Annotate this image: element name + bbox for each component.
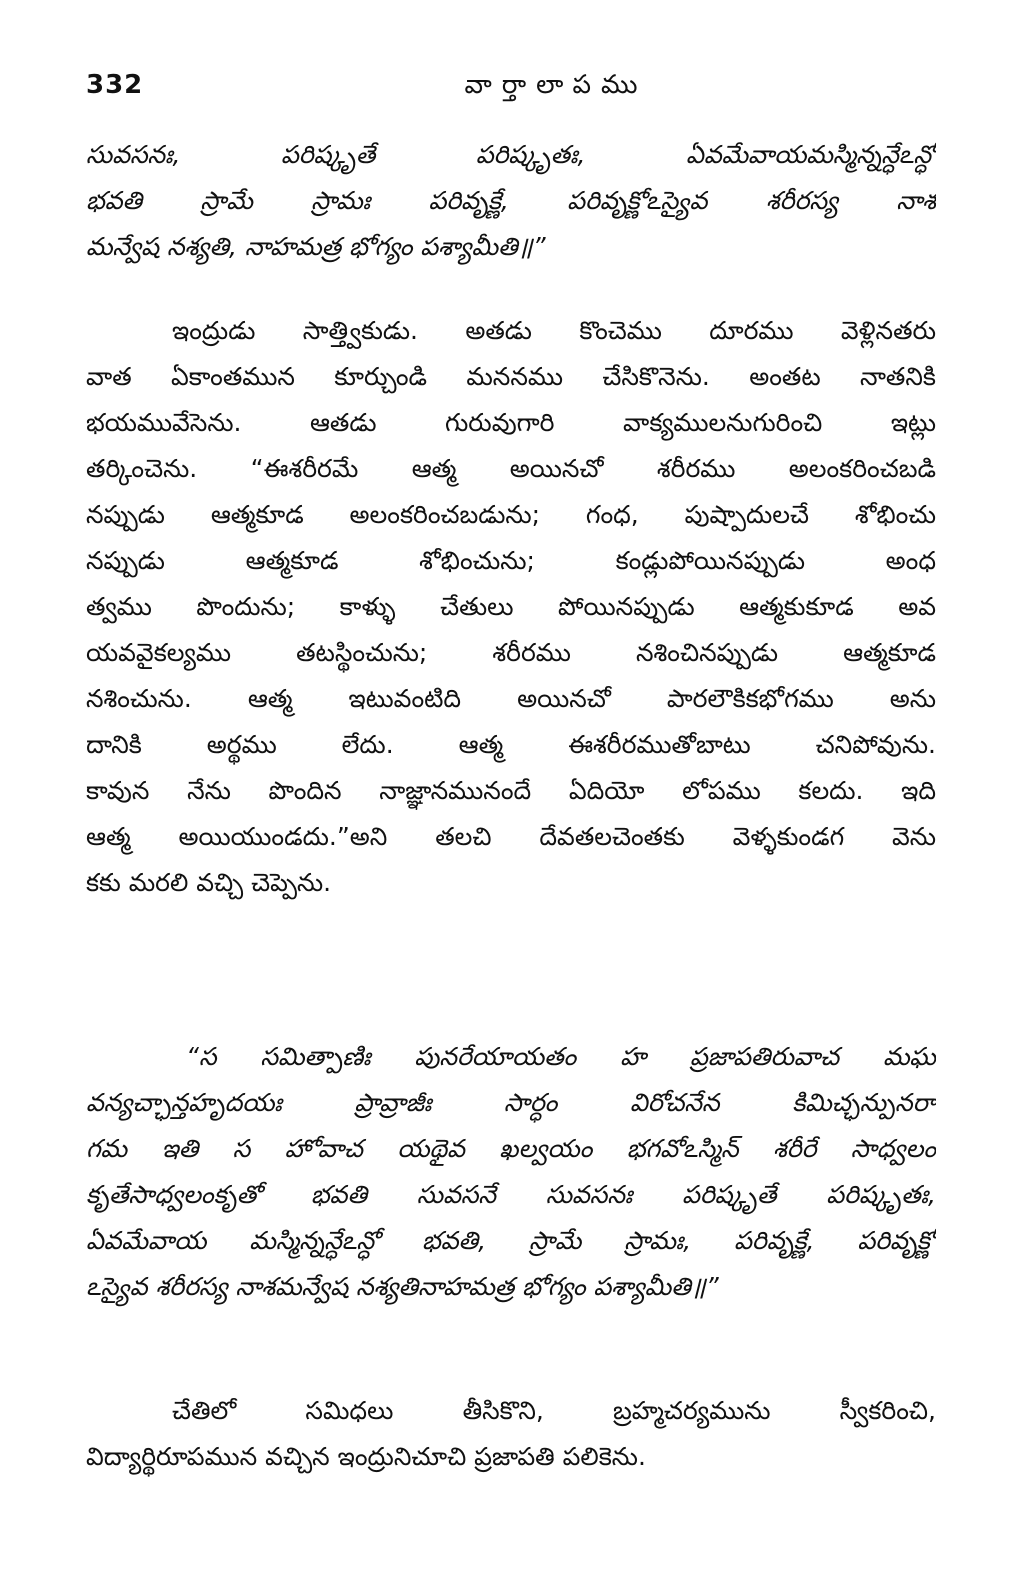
text-line: నప్పుడు ఆత్మకూడ అలంకరించబడును; గంధ, పుష్పాదులచే శోభించు xyxy=(86,500,936,529)
text-line: ఏవమేవాయ మస్మిన్నన్ధేఽన్ధో భవతి, స్రామే స్రామః, పరివృక్ణే, పరివృక్ణో xyxy=(86,1226,936,1255)
text-line: గమ ఇతి స హోవాచ యథైవ ఖల్వయం భగవోఽస్మిన్ శరీరే సాధ్వలం xyxy=(86,1134,936,1163)
text-line: సువసనః, పరిష్కృతే పరిష్కృతః, ఏవమేవాయమస్మిన్నన్ధేఽన్ధో xyxy=(86,140,936,169)
text-line: యవవైకల్యము తటస్థించును; శరీరము నశించినప్పుడు ఆత్మకూడ xyxy=(86,638,936,667)
running-title: వార్తాలాపము xyxy=(464,70,648,100)
text-line: త్వము పొందును; కాళ్ళు చేతులు పోయినప్పుడు ఆత్మకుకూడ అవ xyxy=(86,592,936,621)
text-line: నప్పుడు ఆత్మకూడ శోభించును; కండ్లుపోయినప్పుడు అంధ xyxy=(86,546,936,575)
sanskrit-quote xyxy=(86,1034,936,1310)
text-line: కావున నేను పొందిన నాజ్ఞానమునందే ఏదియో లోపము కలదు. ఇది xyxy=(86,776,936,805)
text-line: ఆత్మ అయియుండదు.”అని తలచి దేవతలచెంతకు వెళ్ళకుండగ వెను xyxy=(86,822,936,851)
text-line: భవతి స్రామే స్రామః పరివృక్ణే, పరివృక్ణోఽస్యైవ శరీరస్య నాశ xyxy=(86,186,936,215)
text-line: ఽస్యైవ శరీరస్య నాశమన్వేష నశ్యతినాహమత్ర భోగ్యం పశ్యామీతి॥” xyxy=(86,1272,719,1301)
text-line: నశించును. ఆత్మ ఇటువంటిది అయినచో పారలౌకికభోగము అను xyxy=(86,684,936,713)
sanskrit-quote-continuation xyxy=(86,132,936,270)
text-line: కృతేసాధ్వలంకృతో భవతి సువసనే సువసనః పరిష్కృతే పరిష్కృతః, xyxy=(86,1180,936,1209)
text-line: కకు మరలి వచ్చి చెప్పెను. xyxy=(86,868,332,897)
text-line: మన్వేష నశ్యతి, నాహమత్ర భోగ్యం పశ్యామీతి॥” xyxy=(86,232,546,261)
text-line: ఇంద్రుడు సాత్త్వికుడు. అతడు కొంచెము దూరము వెళ్లినతరు xyxy=(172,316,936,345)
text-line: తర్కించెను. “ఈశరీరమే ఆత్మ అయినచో శరీరము అలంకరించబడి xyxy=(86,454,936,483)
closing-paragraph xyxy=(86,1388,936,1480)
text-line: భయమువేసెను. ఆతడు గురువుగారి వాక్యములనుగురించి ఇట్లు xyxy=(86,408,936,437)
page-header xyxy=(86,70,936,110)
text-line: విద్యార్థిరూపమున వచ్చిన ఇంద్రునిచూచి ప్రజాపతి పలికెను. xyxy=(86,1442,646,1471)
text-line: “స సమిత్పాణిః పునరేయాయతం హ ప్రజాపతిరువాచ మఘ xyxy=(186,1042,936,1071)
narrative-paragraph xyxy=(86,308,936,906)
page-number: 332 xyxy=(86,70,144,100)
text-line: దానికి అర్థము లేదు. ఆత్మ ఈశరీరముతోబాటు చనిపోవును. xyxy=(86,730,936,759)
text-line: చేతిలో సమిధలు తీసికొని, బ్రహ్మచర్యమును స్వీకరించి, xyxy=(172,1396,936,1425)
text-line: వాత ఏకాంతమున కూర్చుండి మననము చేసికొనెను. అంతట నాతనికి xyxy=(86,362,936,391)
text-line: వన్యచ్ఛాన్తహృదయః ప్రావ్రాజీః సార్ధం విరోచనేన కిమిచ్ఛన్పునరా xyxy=(86,1088,936,1117)
